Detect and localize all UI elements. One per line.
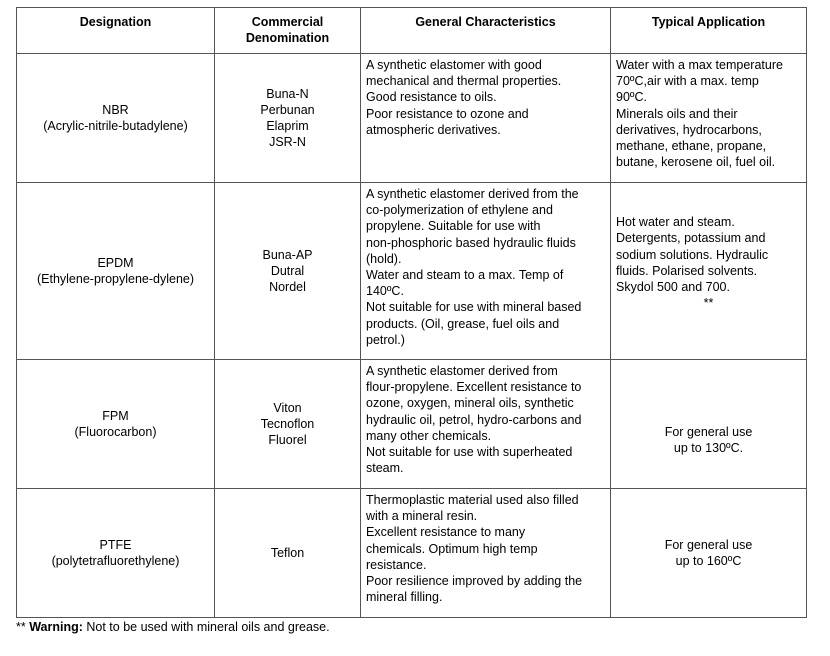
header-general-characteristics: General Characteristics	[361, 8, 611, 54]
application-cell: For general use up to 130ºC.	[611, 360, 807, 489]
designation-cell: FPM (Fluorocarbon)	[17, 360, 215, 489]
commercial-cell: Viton Tecnoflon Fluorel	[215, 360, 361, 489]
footer-warning	[16, 620, 330, 634]
application-cell: For general use up to 160ºC	[611, 489, 807, 618]
commercial-cell: Buna-AP Dutral Nordel	[215, 183, 361, 360]
commercial-cell: Buna-N Perbunan Elaprim JSR-N	[215, 54, 361, 183]
general-cell: A synthetic elastomer with good mechanical and thermal properties. Good resistance to oils. Poor resistance to ozone and atmospheric derivatives.	[361, 54, 611, 183]
application-cell: Hot water and steam. Detergents, potassium and sodium solutions. Hydraulic fluids. Polarised solvents. Skydol 500 and 700. **	[611, 183, 807, 360]
header-commercial-denomination: Commercial Denomination	[215, 8, 361, 54]
header-typical-application: Typical Application	[611, 8, 807, 54]
footer-warning-label: Warning:	[29, 620, 83, 634]
elastomer-table	[16, 7, 807, 618]
table-row	[17, 183, 807, 360]
commercial-cell: Teflon	[215, 489, 361, 618]
header-row	[17, 8, 807, 54]
designation-cell: PTFE (polytetrafluorethylene)	[17, 489, 215, 618]
application-cell: Water with a max temperature 70ºC,air with a max. temp 90ºC. Minerals oils and their derivatives, hydrocarbons, methane, ethane, propane, butane, kerosene oil, fuel oil.	[611, 54, 807, 183]
general-cell: Thermoplastic material used also filled with a mineral resin. Excellent resistance to many chemicals. Optimum high temp resistance. Poor resilience improved by adding the mineral filling.	[361, 489, 611, 618]
designation-cell: NBR (Acrylic-nitrile-butadylene)	[17, 54, 215, 183]
header-designation: Designation	[17, 8, 215, 54]
footer-prefix: **	[16, 620, 30, 634]
designation-cell: EPDM (Ethylene-propylene-dylene)	[17, 183, 215, 360]
footer-warning-text: Not to be used with mineral oils and grease.	[82, 620, 330, 634]
table-row	[17, 54, 807, 183]
table-row	[17, 489, 807, 618]
general-cell: A synthetic elastomer derived from flour-propylene. Excellent resistance to ozone, oxygen, mineral oils, synthetic hydraulic oil, petrol, hydro-carbons and many other chemicals. Not suitable for use with superheated steam.	[361, 360, 611, 489]
general-cell: A synthetic elastomer derived from the co-polymerization of ethylene and propylene. Suitable for use with non-phosphoric based hydraulic fluids (hold). Water and steam to a max. Temp of 140ºC. Not suitable for use with mineral based products. (Oil, grease, fuel oils and petrol.)	[361, 183, 611, 360]
table-row	[17, 360, 807, 489]
application-note: **	[703, 296, 714, 311]
